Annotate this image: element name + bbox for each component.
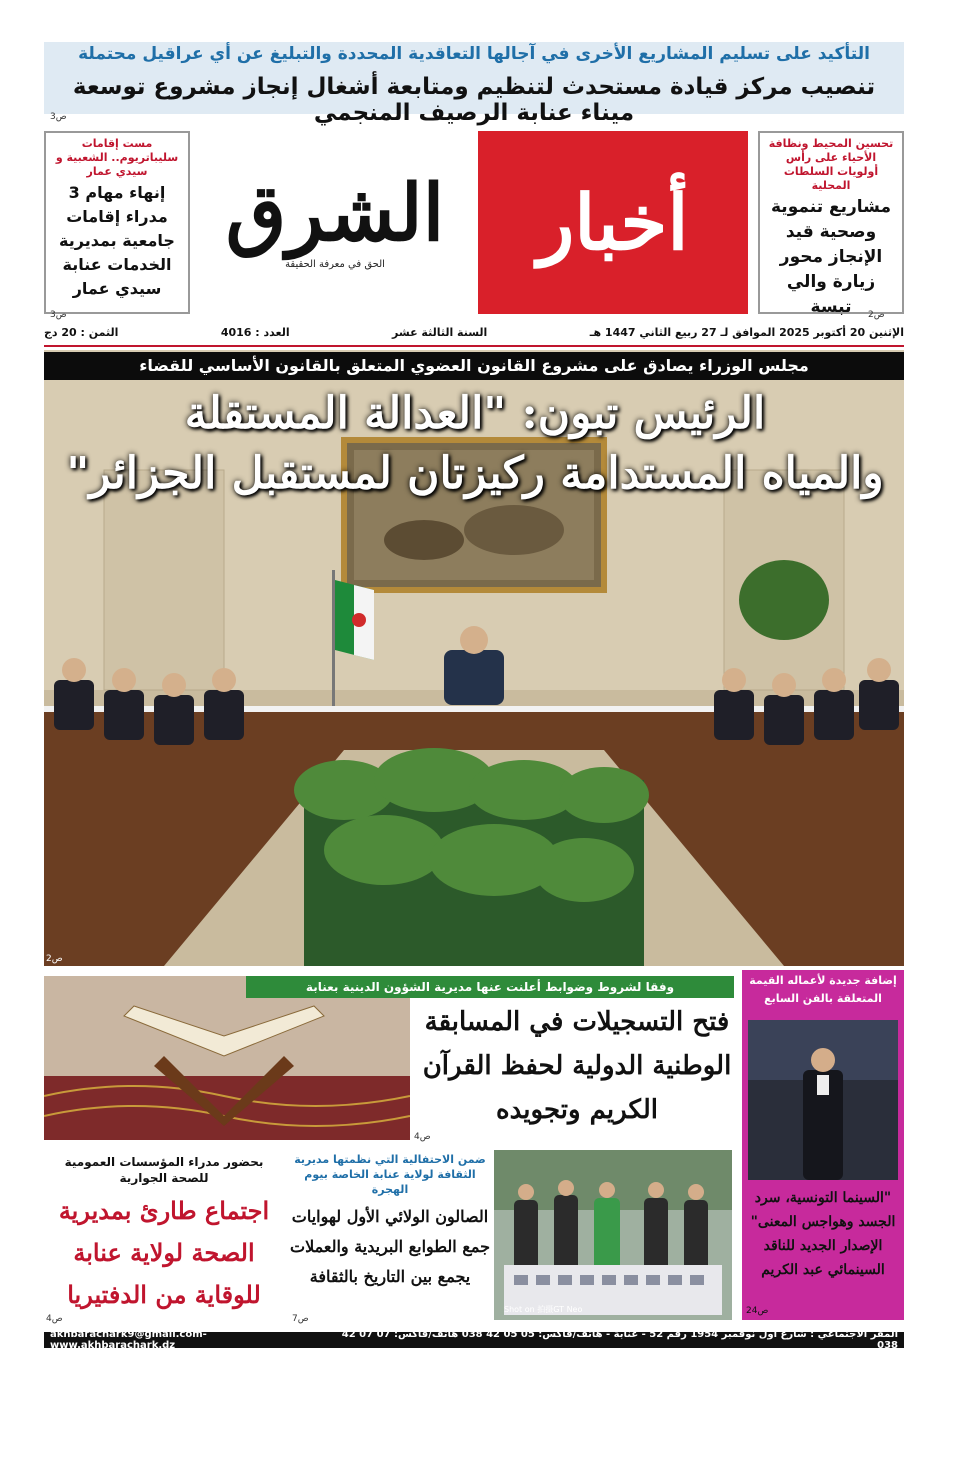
top-headline[interactable]: تنصيب مركز قيادة مستحدث لتنظيم ومتابعة أشغال إنجاز مشروع توسعة ميناء عنابة الرصيف المنجمي	[72, 74, 876, 126]
quran-headline[interactable]: فتح التسجيلات في المسابقة الوطنية الدولية لحفظ القرآن الكريم وتجويده	[422, 1007, 732, 1125]
footer-bar	[44, 1329, 904, 1351]
main-headline-line-2: والمياه المستدامة ركيزتان لمستقبل الجزائر"	[66, 448, 884, 499]
stamps-photo	[494, 1150, 732, 1320]
health-kicker: بحضور مدراء المؤسسات العمومية للصحة الجوارية	[64, 1155, 264, 1185]
health-headline[interactable]: اجتماع طارئ بمديرية الصحة لولاية عنابة للوقاية من الدفتيريا	[58, 1196, 270, 1309]
footer-address: المقر الاجتماعي : شارع أول نوفمبر 1954 رقم 52 - عنابة - هاتف/فاكس: 05 05 42 038 هاتف/فاكس: 07 07 42 038	[341, 1329, 898, 1351]
footer-contact[interactable]: akhbarachark9@gmail.com- www.akhbarachark.dz	[50, 1329, 207, 1351]
main-headline[interactable]	[60, 384, 890, 504]
stamps-kicker: ضمن الاحتفالية التي نظمتها مديرية الثقافة لولاية عنابة الخاصة بيوم الهجرة	[294, 1153, 486, 1196]
stamps-headline[interactable]: الصالون الولائي الأول لهوايات جمع الطوابع البريدية والعملات يجمع بين التاريخ بالثقافة	[290, 1207, 490, 1286]
left-box-title: إنهاء مهام 3 مدراء إقامات جامعية بمديرية الخدمات عنابة سيدي عمار	[59, 183, 175, 298]
cinema-headline: "السينما التونسية، سرد الجسد وهواجس المعنى" الإصدار الجديد للناقد السينمائي عبد الكريم	[750, 1190, 896, 1278]
right-box-page-ref: ص2	[868, 310, 885, 320]
masthead-logo-akhbar: أخبار	[478, 131, 748, 314]
dateline-price: الثمن : 20 دج	[44, 326, 119, 339]
right-box-kicker: تحسين المحيط ونظافة الأحياء على رأس أولويات السلطات المحلية	[768, 137, 894, 192]
right-box-title: مشاريع تنموية وصحية قيد الإنجاز محور زيارة والي تبسة	[771, 197, 891, 317]
exhibition-illustration	[494, 1150, 732, 1320]
quran-page-ref: ص4	[414, 1132, 431, 1142]
cinema-page-ref: ص24	[746, 1306, 769, 1316]
stamps-photo-caption: Shot on 拍摄GT Neo	[504, 1305, 583, 1314]
left-news-box[interactable]	[44, 131, 190, 314]
main-kicker: مجلس الوزراء يصادق على مشروع القانون العضوي المتعلق بالقانون الأساسي للقضاء	[44, 352, 904, 380]
top-subheadline: التأكيد على تسليم المشاريع الأخرى في آجالها التعاقدية المحددة والتبليغ عن أي عراقيل محتملة	[78, 44, 870, 64]
masthead-tagline: الحق في معرفة الحقيقة	[285, 259, 385, 270]
left-box-kicker: مست إقامات سليباتريوم.. الشعبية و سيدي عمار	[55, 137, 179, 178]
quran-photo[interactable]	[44, 976, 410, 1140]
top-page-ref: ص3	[50, 112, 67, 122]
divider	[44, 345, 904, 347]
quran-illustration	[44, 976, 410, 1140]
dateline-year: السنة الثالثة عشر	[392, 326, 488, 339]
dateline-issue: العدد : 4016	[220, 326, 290, 339]
quran-kicker: وفقا لشروط وضوابط أعلنت عنها مديرية الشؤون الدينية بعنابة	[246, 976, 734, 998]
cinema-photo	[748, 1020, 898, 1180]
masthead-logo-chark	[200, 131, 470, 314]
critic-portrait-illustration	[748, 1020, 898, 1180]
main-page-ref: ص2	[46, 954, 63, 964]
health-page-ref: ص4	[46, 1314, 63, 1324]
dateline-date: الإثنين 20 أكتوبر 2025 الموافق لـ 27 ربيع الثاني 1447 هـ	[589, 326, 904, 339]
logo-chark-word: الشرق	[225, 168, 445, 259]
main-headline-line-1: الرئيس تبون: "العدالة المستقلة	[184, 388, 766, 439]
cinema-kicker: إضافة جديدة لأعماله القيمة المتعلقة بالفن السابع	[749, 974, 897, 1005]
left-box-page-ref: ص3	[50, 310, 67, 320]
stamps-page-ref: ص7	[292, 1314, 309, 1324]
dateline	[44, 326, 904, 342]
